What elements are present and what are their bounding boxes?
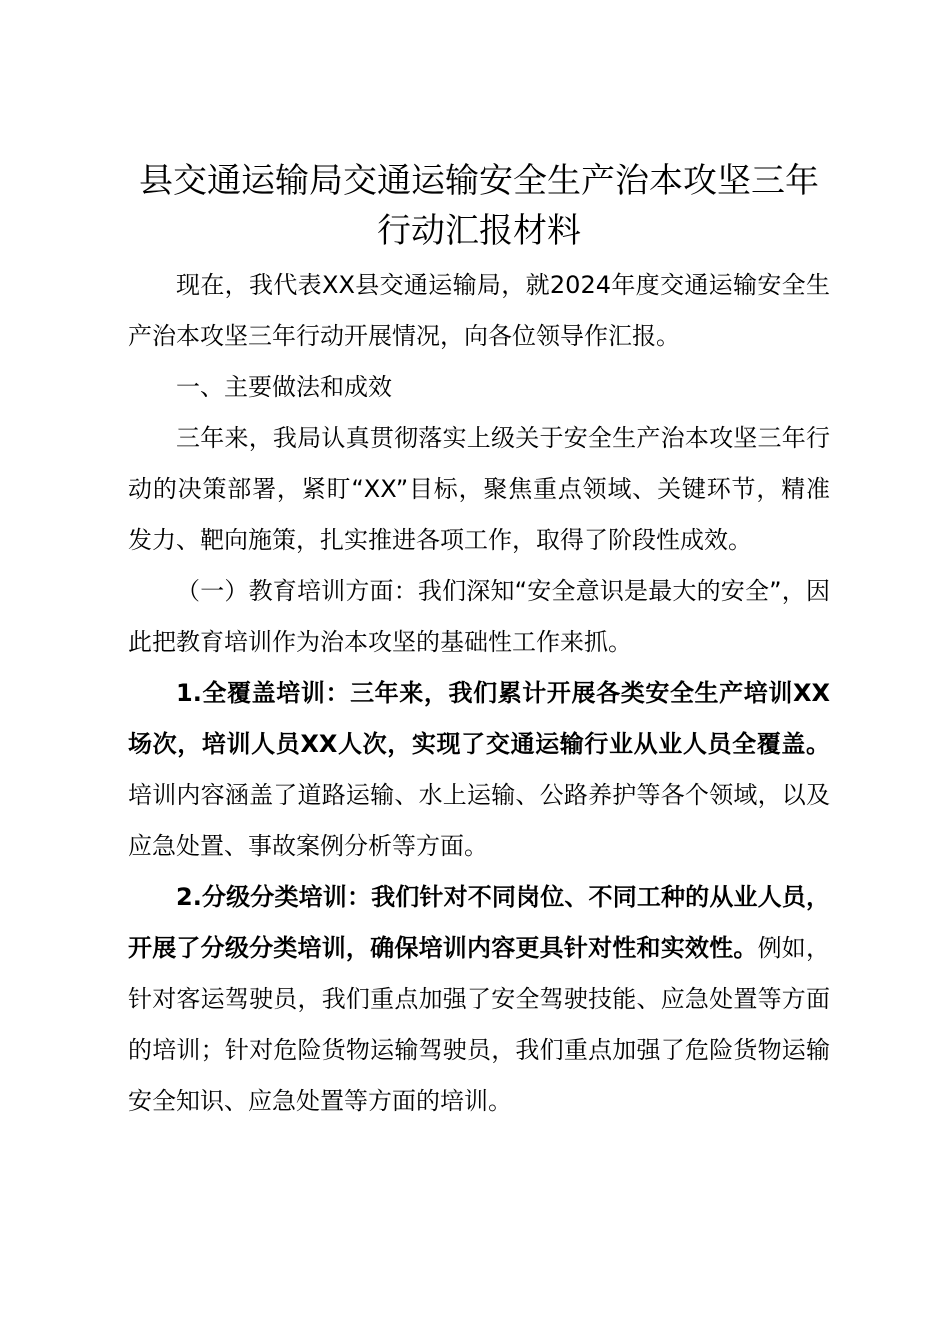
intro-paragraph [128, 260, 830, 362]
section-heading [128, 362, 830, 413]
document-title-line-1: 县交通运输局交通运输安全生产治本攻坚三年 [139, 161, 819, 201]
item-2-bold-lead: 2.分级分类培训：我们针对不同岗位、不同工种的从业人员，开展了分级分类培训，确保培训内容更具针对性和实效性。 [128, 883, 830, 962]
item-1-body-text: 培训内容涵盖了道路运输、水上运输、公路养护等各个领域，以及应急处置、事故案例分析等方面。 [128, 781, 830, 860]
document-page [128, 156, 830, 1127]
subsection-paragraph-text: （一）教育培训方面：我们深知“安全意识是最大的安全”，因此把教育培训作为治本攻坚的基础性工作来抓。 [128, 577, 830, 656]
item-1-bold-lead: 1.全覆盖培训：三年来，我们累计开展各类安全生产培训XX场次，培训人员XX人次，实现了交通运输行业从业人员全覆盖。 [128, 679, 830, 758]
summary-paragraph-text: 三年来，我局认真贯彻落实上级关于安全生产治本攻坚三年行动的决策部署，紧盯“XX”目标，聚焦重点领域、关键环节，精准发力、靶向施策，扎实推进各项工作，取得了阶段性成效。 [128, 424, 830, 554]
document-title-line-2: 行动汇报材料 [377, 211, 581, 251]
subsection-paragraph [128, 566, 830, 668]
item-1-paragraph [128, 668, 830, 872]
summary-paragraph [128, 413, 830, 566]
section-heading-text: 一、主要做法和成效 [176, 373, 392, 401]
document-title [128, 156, 830, 256]
intro-paragraph-text: 现在，我代表XX县交通运输局，就2024年度交通运输安全生产治本攻坚三年行动开展情况，向各位领导作汇报。 [128, 271, 830, 350]
item-2-body-text: 例如，针对客运驾驶员，我们重点加强了安全驾驶技能、应急处置等方面的培训；针对危险货物运输驾驶员，我们重点加强了危险货物运输安全知识、应急处置等方面的培训。 [128, 934, 831, 1115]
item-2-paragraph [128, 872, 830, 1127]
